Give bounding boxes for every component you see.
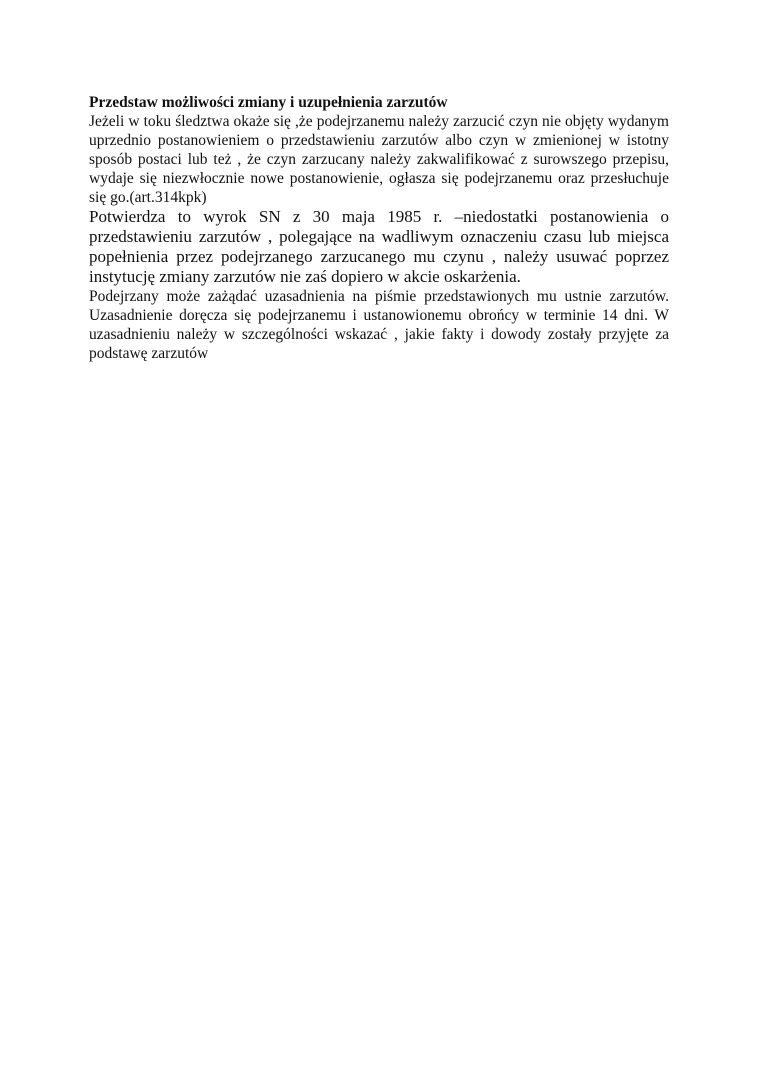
paragraph-new-charges: Jeżeli w toku śledztwa okaże się ,że podejrzanemu należy zarzucić czyn nie objęty wydanym uprzednio postanowieniem o przedstawieniu zarzutów albo czyn w zmienionej w istotny sposób postaci lub też , że czyn zarzucany należy zakwalifikować z surowszego przepisu, wydaje się niezwłocznie nowe postanowienie, ogłasza się podejrzanemu oraz przesłuchuje się go.(art.314kpk) [89,113,669,206]
document-content [89,93,669,363]
paragraph-supreme-court-ruling: Potwierdza to wyrok SN z 30 maja 1985 r. –niedostatki postanowienia o przedstawieniu zarzutów , polegające na wadliwym oznaczeniu czasu lub miejsca popełnienia przez podejrzanego zarzucanego mu czynu , należy usuwać poprzez instytucję zmiany zarzutów nie zaś dopiero w akcie oskarżenia. [89,207,669,286]
paragraph-written-justification: Podejrzany może zażądać uzasadnienia na piśmie przedstawionych mu ustnie zarzutów. Uzasadnienie doręcza się podejrzanemu i ustanowionemu obrońcy w terminie 14 dni. W uzasadnieniu należy w szczególności wskazać , jakie fakty i dowody zostały przyjęte za podstawę zarzutów [89,288,669,362]
document-title: Przedstaw możliwości zmiany i uzupełnienia zarzutów [89,94,448,111]
